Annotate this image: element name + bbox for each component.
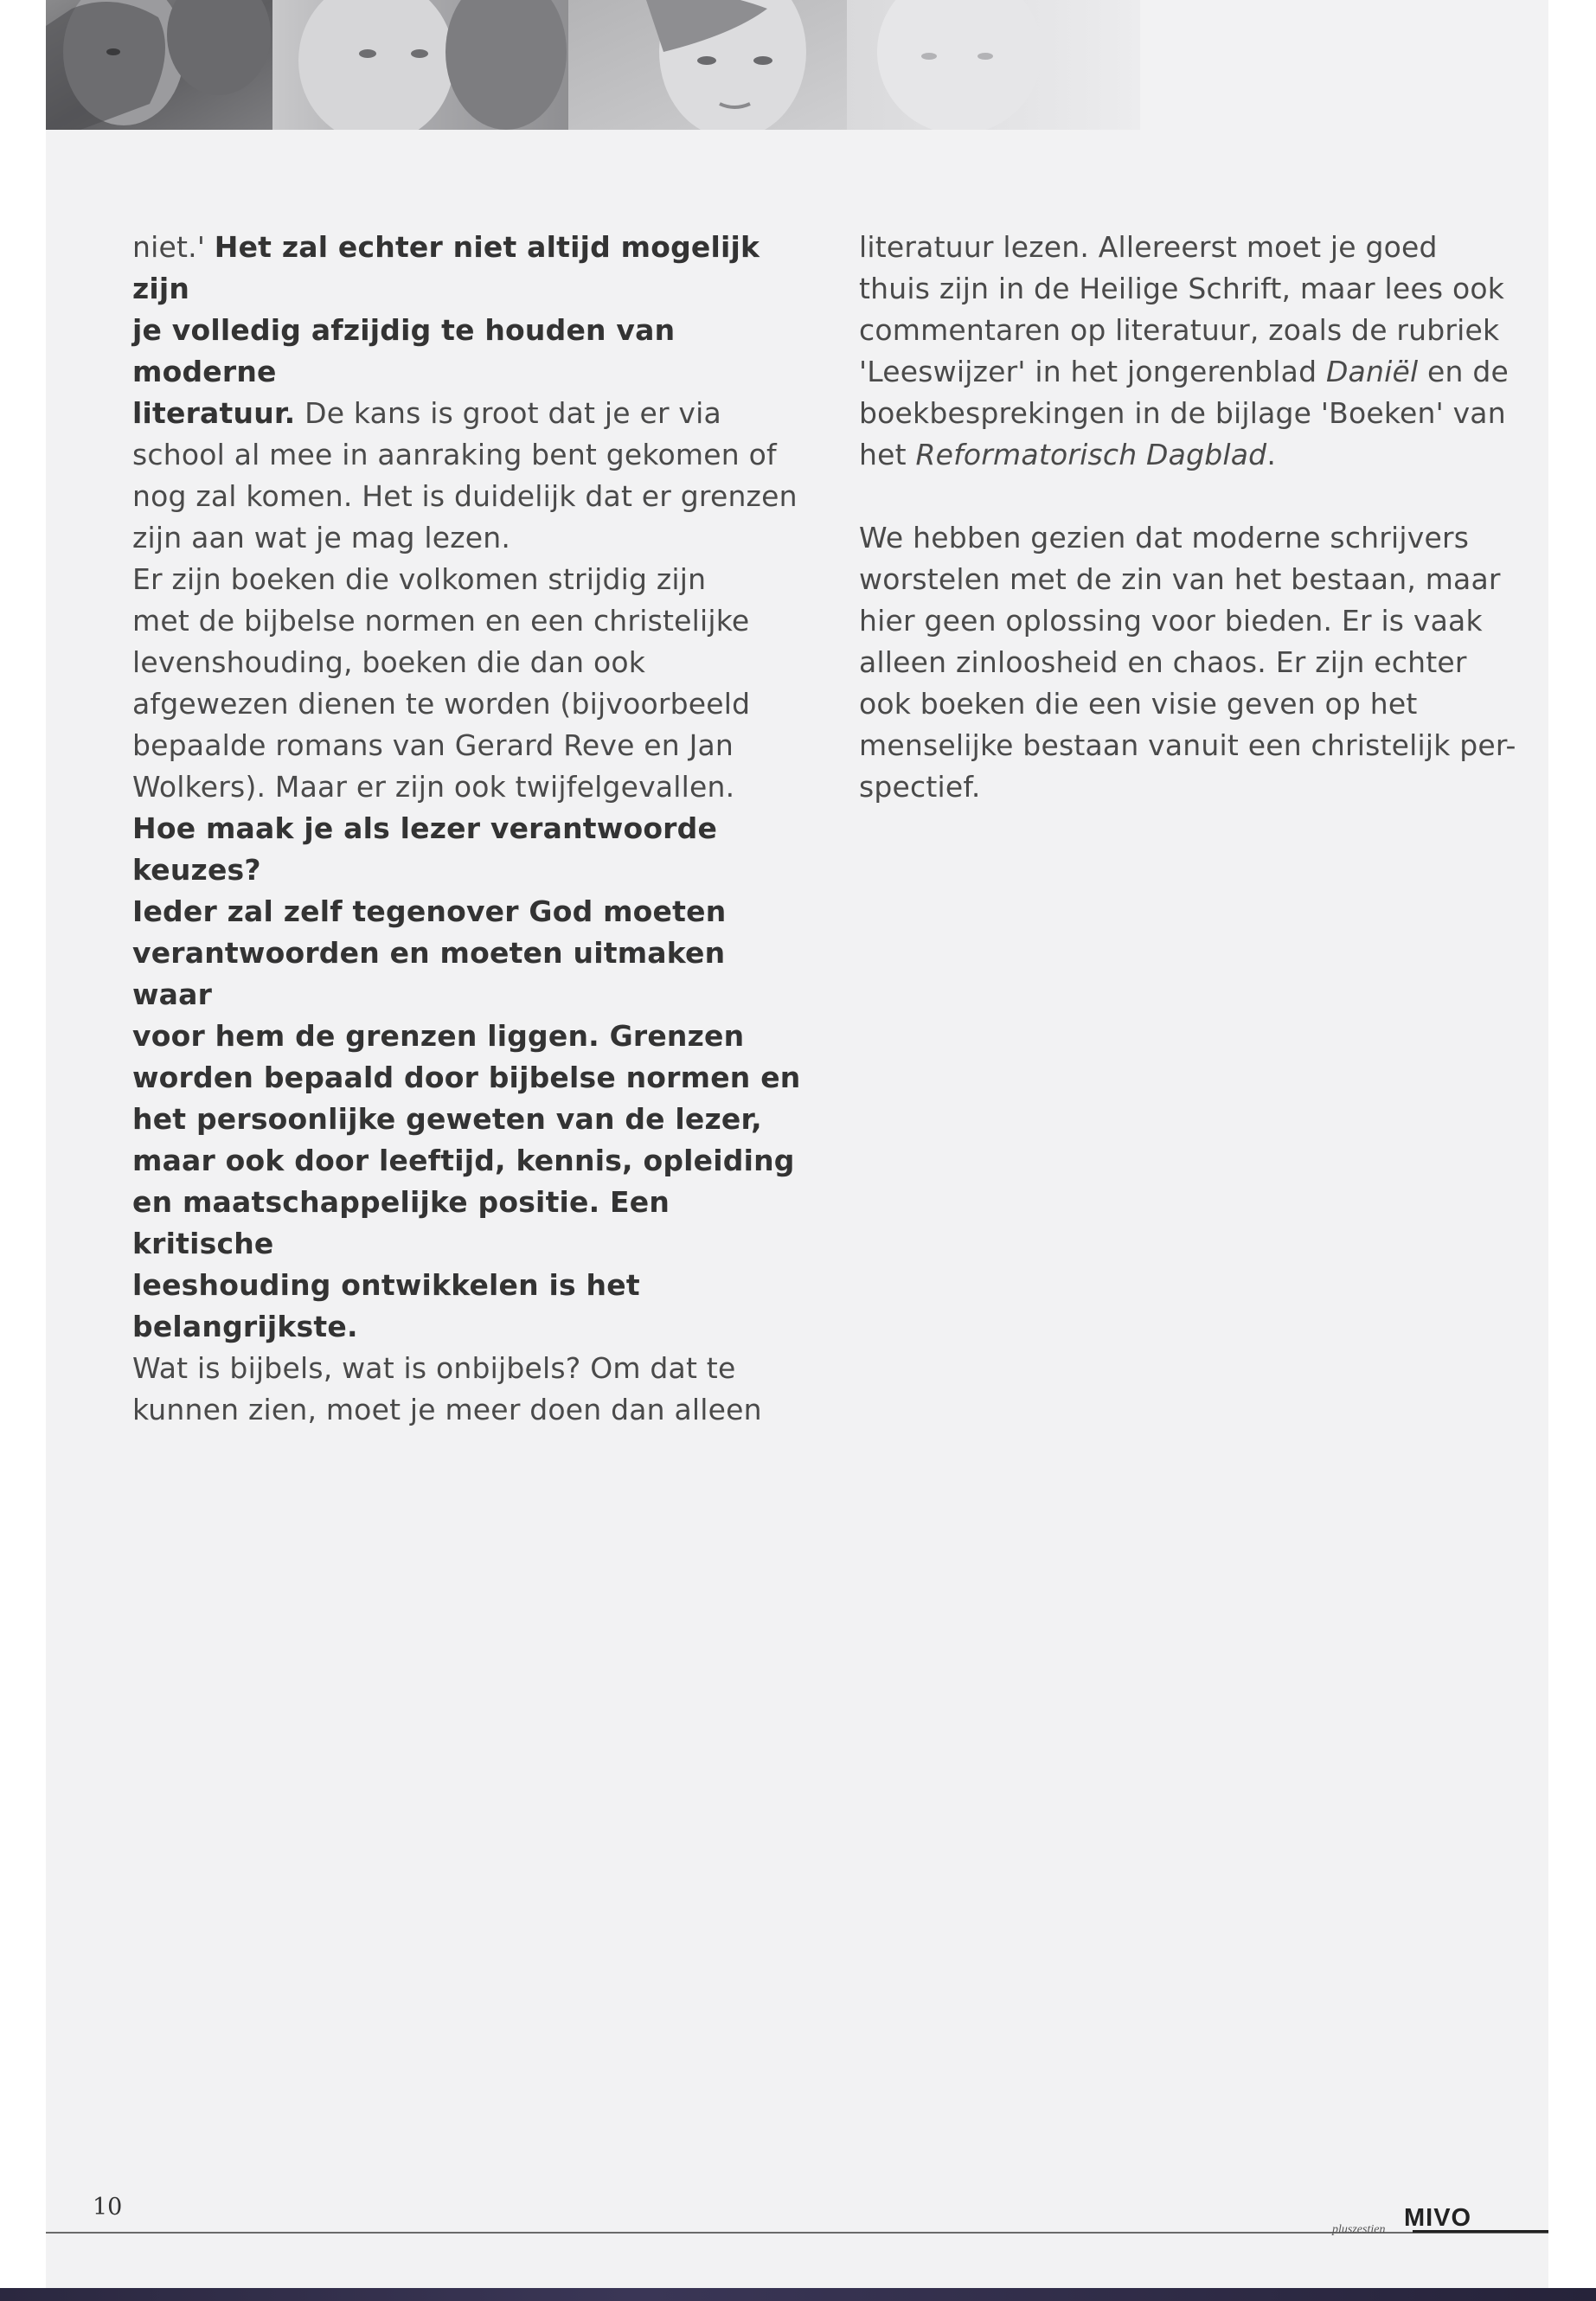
text-segment: leeshouding ontwikkelen is het belangrijkste. <box>132 1268 640 1343</box>
text-segment: De kans is groot dat je er via <box>295 396 721 430</box>
text-segment: spectief. <box>859 770 981 804</box>
photo-strip-header <box>46 0 1140 130</box>
text-segment: worden bepaald door bijbelse normen en <box>132 1061 801 1094</box>
text-segment: en maatschappelijke positie. Een kritische <box>132 1185 670 1260</box>
text-line <box>859 434 1516 476</box>
text-segment: voor hem de grenzen liggen. Grenzen <box>132 1019 745 1053</box>
text-line <box>132 642 807 683</box>
text-segment: Reformatorisch Dagblad <box>915 438 1267 471</box>
text-segment: literatuur. <box>132 396 296 430</box>
text-segment: levenshouding, boeken die dan ook <box>132 645 646 679</box>
text-segment: kunnen zien, moet je meer doen dan alleen <box>132 1393 762 1426</box>
text-segment: Het zal echter niet altijd mogelijk zijn <box>132 230 760 305</box>
text-segment: het persoonlijke geweten van de lezer, <box>132 1102 762 1136</box>
text-segment: alleen zinloosheid en chaos. Er zijn echter <box>859 645 1467 679</box>
text-segment: . <box>1266 438 1277 471</box>
text-segment: niet.' <box>132 230 215 264</box>
text-segment: school al mee in aanraking bent gekomen of <box>132 438 777 471</box>
text-segment: worstelen met de zin van het bestaan, maar <box>859 562 1501 596</box>
text-segment: het <box>859 438 916 471</box>
text-segment: commentaren op literatuur, zoals de rubriek <box>859 313 1500 347</box>
text-line <box>132 725 807 766</box>
text-segment: ook boeken die een visie geven op het <box>859 687 1418 721</box>
text-segment: boekbesprekingen in de bijlage 'Boeken' van <box>859 396 1506 430</box>
text-segment: afgewezen dienen te worden (bijvoorbeeld <box>132 687 751 721</box>
text-line <box>859 725 1516 766</box>
left-text-column <box>132 227 807 1431</box>
text-line <box>132 1016 807 1057</box>
page-number: 10 <box>93 2194 123 2221</box>
text-line <box>859 642 1516 683</box>
text-segment: Er zijn boeken die volkomen strijdig zijn <box>132 562 707 596</box>
page-sheet <box>46 0 1548 2295</box>
text-line <box>132 559 807 600</box>
text-segment: maar ook door leeftijd, kennis, opleiding <box>132 1144 795 1177</box>
brand-subtitle: pluszestien <box>1332 2223 1386 2236</box>
text-segment: literatuur lezen. Allereerst moet je goed <box>859 230 1438 264</box>
text-line <box>859 227 1516 268</box>
text-segment: menselijke bestaan vanuit een christelijk per- <box>859 728 1516 762</box>
text-segment: en de <box>1418 355 1509 388</box>
text-line <box>132 1140 807 1182</box>
text-segment: Wolkers). Maar er zijn ook twijfelgevallen. <box>132 770 735 804</box>
text-line <box>859 351 1516 393</box>
text-segment: zijn aan wat je mag lezen. <box>132 521 511 554</box>
text-segment: hier geen oplossing voor bieden. Er is vaak <box>859 604 1483 638</box>
text-line <box>132 1348 807 1389</box>
text-line <box>132 1057 807 1099</box>
text-line <box>132 933 807 1016</box>
text-line <box>132 517 807 559</box>
text-line <box>859 683 1516 725</box>
text-line <box>132 1099 807 1140</box>
paragraph-gap <box>859 476 1516 517</box>
text-line <box>132 1265 807 1348</box>
text-line <box>132 1182 807 1265</box>
text-segment: We hebben gezien dat moderne schrijvers <box>859 521 1470 554</box>
brand-logo: MIVO <box>1404 2204 1472 2232</box>
text-line <box>132 434 807 476</box>
text-line <box>859 268 1516 310</box>
text-line <box>132 310 807 393</box>
text-line <box>132 393 807 434</box>
text-line <box>859 766 1516 808</box>
portrait-photo-1 <box>46 0 272 130</box>
text-segment: met de bijbelse normen en een christelijke <box>132 604 750 638</box>
right-text-column <box>859 227 1516 808</box>
text-segment: je volledig afzijdig te houden van moderne <box>132 313 676 388</box>
text-line <box>132 1389 807 1431</box>
text-line <box>859 600 1516 642</box>
text-segment: Daniël <box>1325 355 1419 388</box>
portrait-photo-4 <box>847 0 1140 130</box>
text-segment: Ieder zal zelf tegenover God moeten <box>132 894 727 928</box>
bottom-scan-band <box>0 2288 1596 2301</box>
portrait-photo-3 <box>568 0 847 130</box>
text-segment: bepaalde romans van Gerard Reve en Jan <box>132 728 734 762</box>
text-line <box>132 227 807 310</box>
text-segment: 'Leeswijzer' in het jongerenblad <box>859 355 1326 388</box>
text-line <box>132 476 807 517</box>
footer-rule <box>46 2232 1548 2234</box>
text-line <box>132 600 807 642</box>
text-segment: nog zal komen. Het is duidelijk dat er grenzen <box>132 479 798 513</box>
text-line <box>859 517 1516 559</box>
text-segment: Wat is bijbels, wat is onbijbels? Om dat te <box>132 1351 736 1385</box>
text-line <box>132 683 807 725</box>
text-segment: verantwoorden en moeten uitmaken waar <box>132 936 726 1011</box>
portrait-photo-2 <box>272 0 568 130</box>
text-line <box>859 393 1516 434</box>
text-line <box>859 310 1516 351</box>
text-line <box>132 891 807 933</box>
text-line <box>132 808 807 891</box>
text-segment: thuis zijn in de Heilige Schrift, maar lees ook <box>859 272 1505 305</box>
text-segment: Hoe maak je als lezer verantwoorde keuzes? <box>132 811 718 887</box>
text-line <box>859 559 1516 600</box>
text-line <box>132 766 807 808</box>
